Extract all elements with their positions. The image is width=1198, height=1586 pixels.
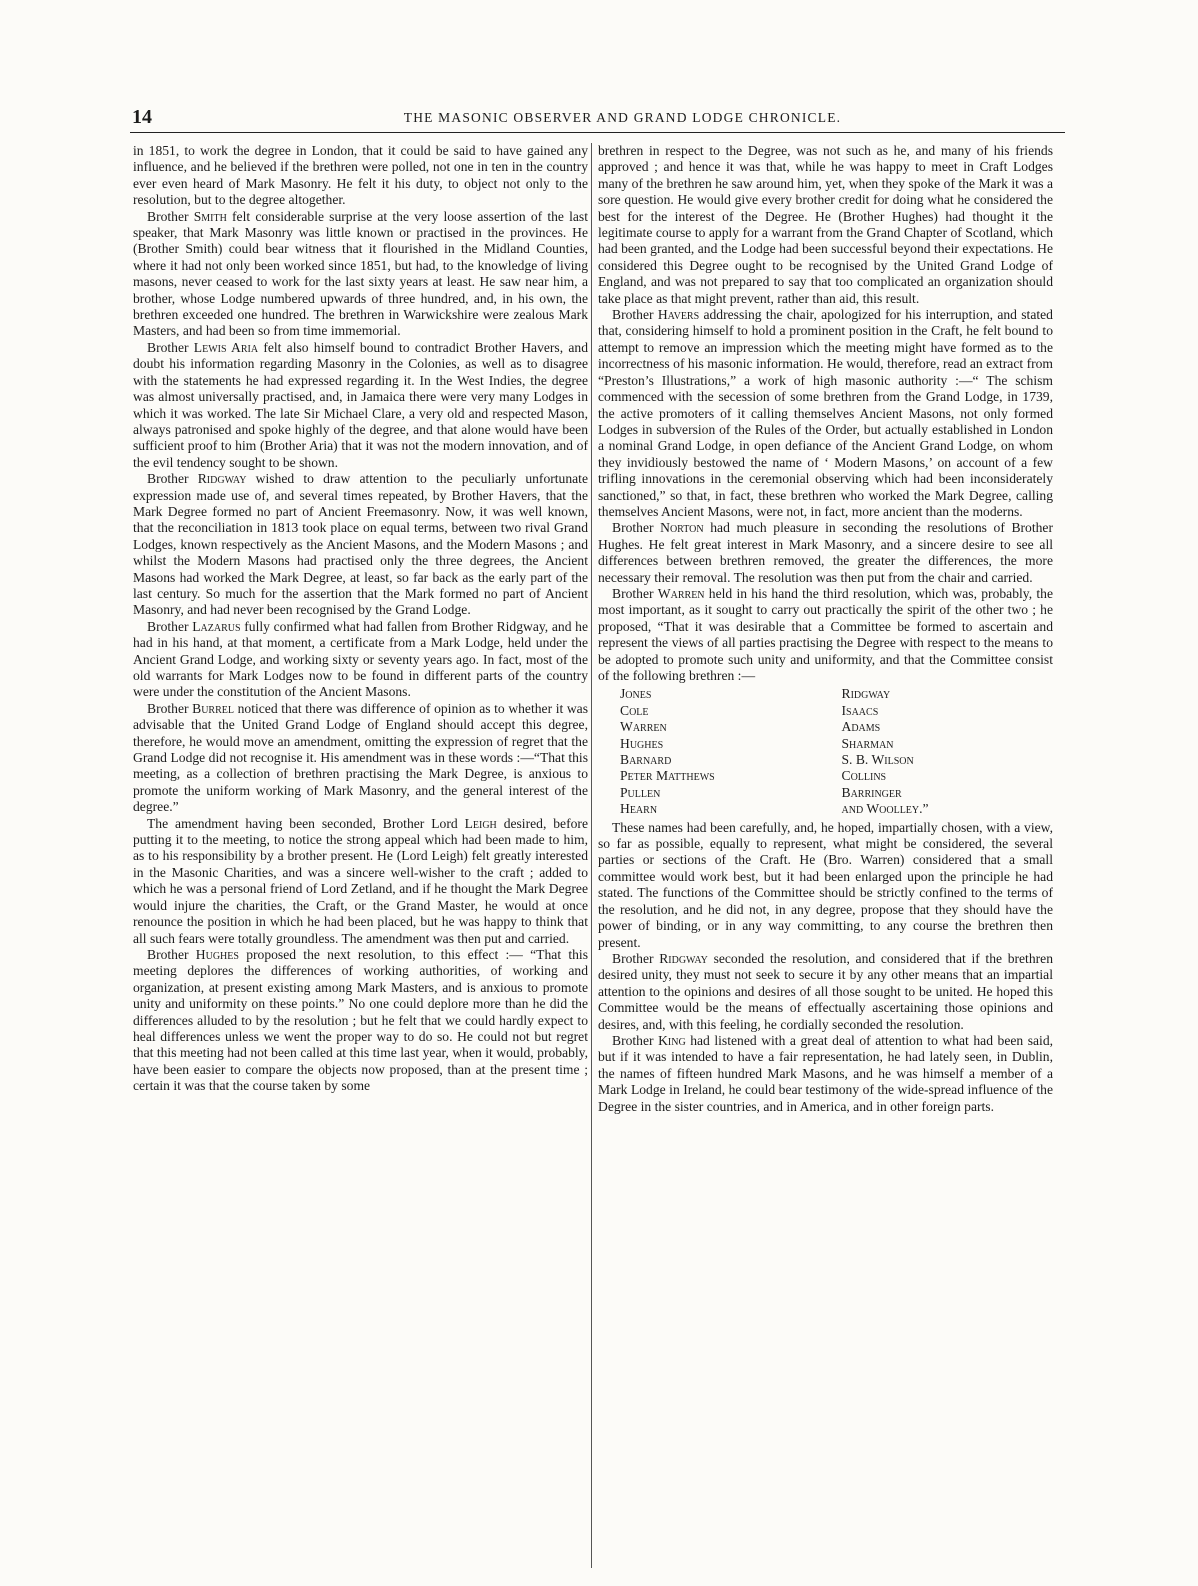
- paragraph: The amendment having been seconded, Brother Lord Leigh desired, before putting it to the meeting, to notice the strong appeal which had been made to him, as to his responsibility by a brother present. He (Lord Leigh) felt greatly interested in the Masonic Charities, and was a sincere well-wisher to the craft ; added to which he was a personal friend of Lord Zetland, and if he thought the Mark Degree would injure the charities, the Craft, or the Grand Master, he would at once renounce the position in which he had been placed, but he was happy to think that all such fears were totally groundless. The amendment was then put and carried.: [133, 815, 588, 946]
- committee-member: Warren: [620, 719, 667, 735]
- committee-member: Hearn: [620, 801, 658, 817]
- committee-member: Cole: [620, 702, 649, 718]
- speaker-name: Hughes: [195, 946, 239, 962]
- paragraph: These names had been carefully, and, he hoped, impartially chosen, with a view, so far as possible, equally to represent, what might be considered, the several parties or sections of the Craft. He (Bro. Warren) considered that a small committee would work best, but it had been enlarged upon the principle he had stated. The functions of the Committee should be strictly confined to the terms of the resolution, and he did not, in any degree, propose that they should have the power of binding, or in any way committing, to any course the brethren then present.: [598, 819, 1053, 950]
- committee-member: Isaacs: [841, 702, 879, 718]
- committee-member: and Woolley.”: [841, 801, 929, 817]
- speaker-name: Lazarus: [192, 618, 241, 634]
- speaker-name: Norton: [660, 520, 704, 536]
- paragraph: Brother King had listened with a great deal of attention to what had been said, but if it was intended to have a fair representation, he had lately seen, in Dublin, the names of fifteen hundred Mark Masons, and he was himself a member of a Mark Lodge in Ireland, he could bear testimony of the wide-spread influence of the Degree in the sister countries, and in America, and in other foreign parts.: [598, 1032, 1053, 1114]
- paragraph: Brother Burrel noticed that there was difference of opinion as to whether it was advisable that the United Grand Lodge of England should accept this degree, therefore, he would move an amendment, omitting the expression of regret that the Grand Lodge did not recognise it. His amendment was in these words :—“That this meeting, as a collection of brethren practising the Mark Degree, is anxious to promote the uniform working of Mark Masonry, and the general interest of the degree.”: [133, 700, 588, 815]
- paragraph: Brother Warren held in his hand the third resolution, which was, probably, the most important, as it sought to carry out practically the spirit of the other two ; he proposed, “That it was desirable that a Committee be formed to ascertain and represent the views of all parties practising the Degree with respect to the means to be adopted to promote such unity and uniformity, and that the Committee consist of the following brethren :—: [598, 585, 1053, 683]
- speaker-name: Smith: [193, 208, 227, 224]
- committee-list: [620, 686, 1053, 817]
- paragraph: Brother Ridgway wished to draw attention to the peculiarly unfortunate expression made use of, and several times repeated, by Brother Havers, that the Mark Degree formed no part of Ancient Freemasonry. Now, it was well known, that the reconciliation in 1813 took place on equal terms, between two rival Grand Lodges, known respectively as the Ancient Masons, and the Modern Masons ; and whilst the Modern Masons had practised only the three degrees, the Ancient Masons had worked the Mark Degree, at least, so far back as the early part of the last century. So much for the assertion that the Mark formed no part of Ancient Masonry, and had never been recognised by the Grand Lodge.: [133, 471, 588, 618]
- committee-member: Peter Matthews: [620, 768, 715, 784]
- speaker-name: Ridgway: [197, 471, 247, 487]
- speaker-name: Lewis Aria: [193, 339, 259, 355]
- left-column: [133, 143, 588, 1568]
- page-number: 14: [132, 106, 152, 128]
- paragraph: Brother Ridgway seconded the resolution, and considered that if the brethren desired unity, they must not seek to secure it by any other means that an impartial attention to the opinions and desires of all those sought to be united. He hoped this Committee would be the means of effectually ascertaining those opinions and desires, and, with this feeling, he cordially seconded the resolution.: [598, 950, 1053, 1032]
- committee-member: Barnard: [620, 752, 672, 768]
- speaker-name: Warren: [657, 585, 705, 601]
- committee-member: Adams: [841, 719, 881, 735]
- committee-member: Pullen: [620, 784, 661, 800]
- right-column: [598, 143, 1053, 1568]
- speaker-name: Leigh: [464, 815, 497, 831]
- committee-member: Sharman: [841, 735, 894, 751]
- paragraph: Brother Norton had much pleasure in seconding the resolutions of Brother Hughes. He felt great interest in Mark Masonry, and a sincere desire to see all differences between brethren removed, the greater the differences, the more necessary their removal. The resolution was then put from the chair and carried.: [598, 520, 1053, 585]
- committee-member: Barringer: [841, 784, 902, 800]
- speaker-name: Burrel: [192, 700, 234, 716]
- committee-member: Jones: [620, 686, 652, 702]
- paragraph: in 1851, to work the degree in London, that it could be said to have gained any influence, and he believed if the brethren were polled, not one in ten in the country ever even heard of Mark Masonry. He felt it his duty, to object not only to the resolution, but to the degree altogether.: [133, 143, 588, 208]
- paragraph: Brother Hughes proposed the next resolution, to this effect :— “That this meeting deplores the differences of working authorities, of working and organization, at present existing among Mark Masters, and is anxious to promote unity and uniformity on these points.” No one could deplore more than he did the differences alluded to by the resolution ; but he felt that we could hardly expect to heal differences unless we went the proper way to do so. He could not but regret that this meeting had not been called at this time last year, when it would, probably, have been easier to compare the objects now proposed, than at the present time ; certain it was that the course taken by some: [133, 946, 588, 1094]
- committee-member: Ridgway: [841, 686, 891, 702]
- column-divider: [591, 143, 592, 1568]
- paragraph: Brother Havers addressing the chair, apologized for his interruption, and stated that, considering himself to hold a prominent position in the Craft, he felt bound to attempt to remove an impression which the meeting might have formed as to the incorrectness of his masonic information. He would, therefore, read an extract from “Preston’s Illustrations,” a work of high masonic authority :—“ The schism commenced with the secession of some brethren from the Grand Lodge, in 1739, the active promoters of it calling themselves Ancient Masons, not only formed Lodges in subversion of the Rules of the Order, but actually established in London a nominal Grand Lodge, in open defiance of the Ancient Grand Lodge, on whom they invidiously bestowed the name of ‘ Modern Masons,’ on account of a few trifling innovations in the ceremonial observing which had been inconsiderately sanctioned,” so that, in fact, these brethren who worked the Mark Degree, calling themselves Ancient Masons, were not, in fact, more ancient than the moderns.: [598, 307, 1053, 519]
- page-header: [130, 106, 1065, 133]
- speaker-name: Ridgway: [659, 950, 708, 966]
- running-title: THE MASONIC OBSERVER AND GRAND LODGE CHRONICLE.: [403, 110, 842, 125]
- committee-member: S. B. Wilson: [841, 752, 914, 768]
- speaker-name: Havers: [657, 307, 700, 323]
- committee-member: Hughes: [620, 735, 664, 751]
- paragraph: Brother Lazarus fully confirmed what had fallen from Brother Ridgway, and he had in his hand, at that moment, a certificate from a Mark Lodge, held under the Ancient Grand Lodge, and working sixty or seventy years ago. In fact, most of the old warrants for Mark Lodges now to be found in different parts of the country were under the constitution of the Ancient Masons.: [133, 618, 588, 700]
- committee-member: Collins: [841, 768, 887, 784]
- paragraph: brethren in respect to the Degree, was not such as he, and many of his friends approved ; and hence it was that, while he was happy to meet in Craft Lodges many of the brethren he saw around him, yet, when they spoke of the Mark it was a sore question. He would give every brother credit for doing what he considered the best for the interest of the Degree. He (Brother Hughes) had thought it the legitimate course to apply for a warrant from the Grand Chapter of Scotland, which had been granted, and the Lodge had been successful beyond their expectations. He considered this Degree ought to be recognised by the United Grand Lodge of England, and was not prepared to say that too complicated an organization should take place as that might prevent, rather than aid, this result.: [598, 143, 1053, 306]
- paragraph: Brother Lewis Aria felt also himself bound to contradict Brother Havers, and doubt his information regarding Masonry in the Colonies, as well as to disagree with the statements he had expressed regarding it. In the West Indies, the degree was almost universally practised, and, in Jamaica there were very many Lodges in which it was worked. The late Sir Michael Clare, a very old and respected Mason, always patronised and spoke highly of the degree, and that alone would have been sufficient proof to him (Brother Aria) that it was not the modern innovation, and of the evil tendency sought to be shown.: [133, 339, 588, 470]
- paragraph: Brother Smith felt considerable surprise at the very loose assertion of the last speaker, that Mark Masonry was little known or practised in the provinces. He (Brother Smith) could bear witness that it flourished in the Midland Counties, where it had not only been worked since 1851, but had, to the knowledge of living masons, never ceased to work for the last sixty years at least. He saw near him, a brother, whose Lodge numbered upwards of three hundred, and, in his own, the brethren exceeded one hundred. The brethren in Warwickshire were zealous Mark Masters, and had been so from time immemorial.: [133, 208, 588, 339]
- speaker-name: King: [658, 1032, 686, 1048]
